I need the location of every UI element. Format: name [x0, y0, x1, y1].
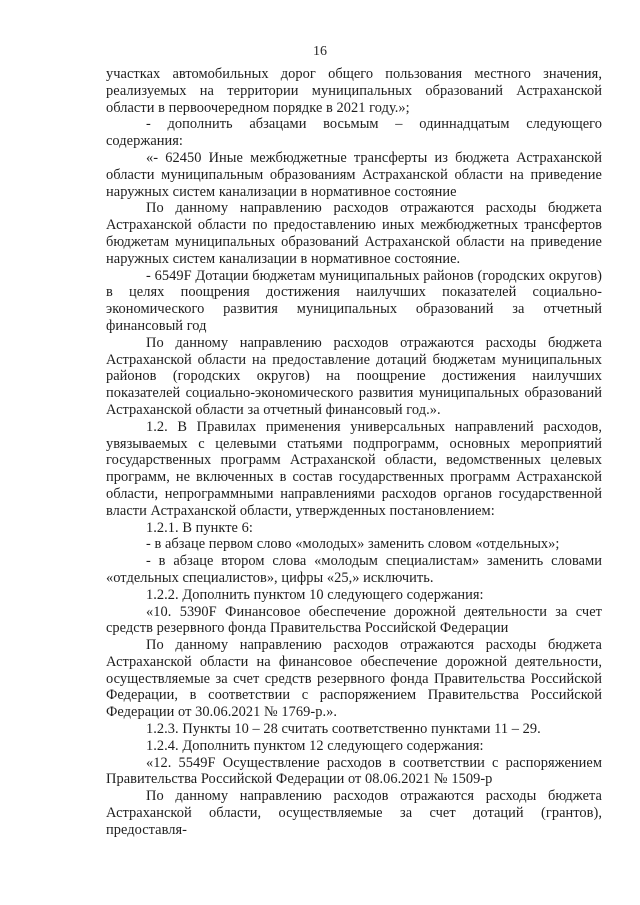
paragraph-section-1-2-3: 1.2.3. Пункты 10 – 28 считать соответственно пунктами 11 – 29.: [146, 721, 541, 738]
paragraph-section-1-2: 1.2. В Правилах применения универсальных направлений расходов, увязываемых с целевыми статьями подпрограмм, основных мероприятий государственных программ Астраханской области, ведомственных целевых программ, не включенных в состав государственных программ Астраханской области, непрограммными направлениями расходов органов государственной власти Астраханской области, утвержденных постановлением:: [106, 418, 602, 519]
paragraph-code-6549f: - 6549F Дотации бюджетам муниципальных районов (городских округов) в целях поощрения достижения наилучших показателей социально-экономического развития муниципальных образований за отчетный финансовый год: [106, 267, 602, 334]
page-number: 16: [313, 44, 327, 59]
paragraph-continuation: участках автомобильных дорог общего пользования местного значения, реализуемых на территории муниципальных образований Астраханской области в первоочередном порядке в 2021 году.»;: [106, 66, 602, 116]
paragraph-62450-description: По данному направлению расходов отражаются расходы бюджета Астраханской области по предоставлению иных межбюджетных трансфертов бюджетам муниципальных образований Астраханской области на приведение наружных систем канализации в нормативное состояние.: [106, 200, 602, 267]
paragraph-first-abzac-change: - в абзаце первом слово «молодых» заменить словом «отдельных»;: [146, 536, 560, 553]
paragraph-code-5390f: «10. 5390F Финансовое обеспечение дорожной деятельности за счет средств резервного фонда Правительства Российской Федерации: [106, 603, 602, 637]
paragraph-code-62450: «- 62450 Иные межбюджетные трансферты из бюджета Астраханской области муниципальным образованиям Астраханской области на приведение наружных систем канализации в нормативное состояние: [106, 149, 602, 200]
paragraph-5390f-description: По данному направлению расходов отражаются расходы бюджета Астраханской области на финансовое обеспечение дорожной деятельности, осуществляемые за счет средств резервного фонда Правительства Российской Федерации, в соответствии с распоряжением Правительства Российской Федерации от 30.06.2021 № 1769-р.».: [106, 637, 602, 721]
paragraph-section-1-2-4: 1.2.4. Дополнить пунктом 12 следующего содержания:: [146, 737, 484, 754]
paragraph-section-1-2-2: 1.2.2. Дополнить пунктом 10 следующего содержания:: [146, 586, 484, 603]
document-body: [106, 66, 602, 839]
paragraph-second-abzac-change: - в абзаце втором слова «молодым специалистам» заменить словами «отдельных специалистов», цифры «25,» исключить.: [106, 553, 602, 586]
paragraph-5549f-description: По данному направлению расходов отражаются расходы бюджета Астраханской области, осуществляемые за счет дотаций (грантов), предоставля-: [106, 788, 602, 838]
paragraph-section-1-2-1: 1.2.1. В пункте 6:: [146, 519, 253, 536]
paragraph-code-5549f: «12. 5549F Осуществление расходов в соответствии с распоряжением Правительства Российской Федерации от 08.06.2021 № 1509-р: [106, 754, 602, 788]
paragraph-6549f-description: По данному направлению расходов отражаются расходы бюджета Астраханской области на предоставление дотаций бюджетам муниципальных районов (городских округов) на поощрение достижения наилучших показателей социально-экономического развития муниципальных образований Астраханской области за отчетный финансовый год.».: [106, 334, 602, 418]
paragraph-add-subparagraphs: - дополнить абзацами восьмым – одиннадцатым следующего содержания:: [106, 116, 602, 150]
